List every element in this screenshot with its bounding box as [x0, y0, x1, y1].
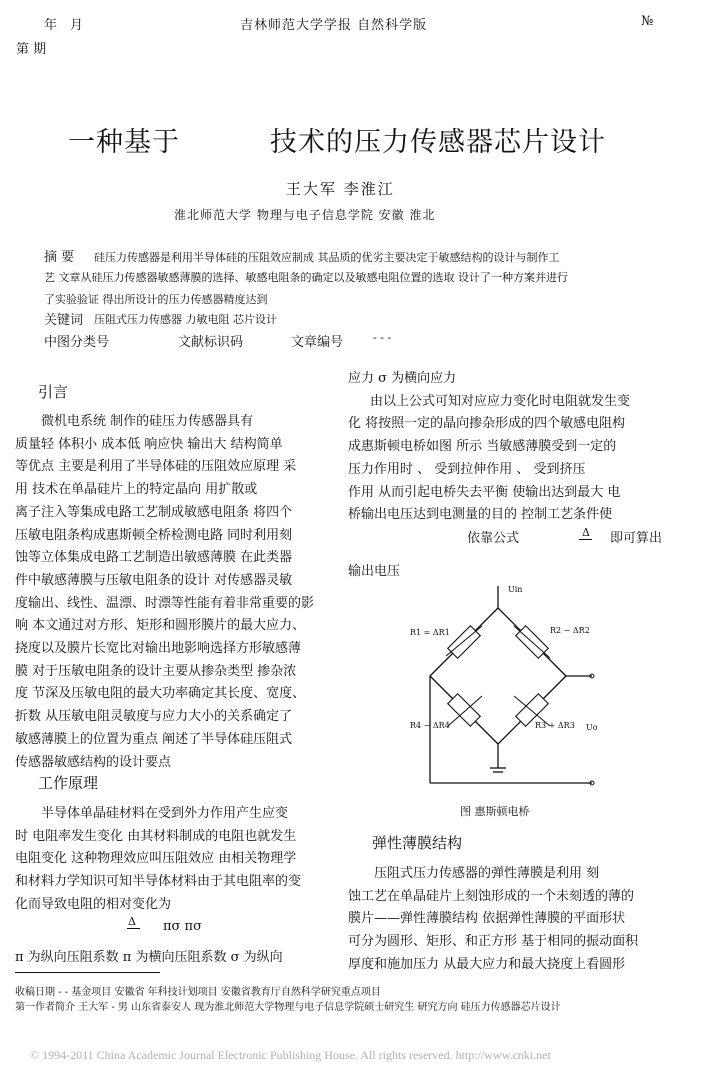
principle-line: 时 电阻率发生变化 由其材料制成的电阻也就发生: [15, 828, 297, 844]
authors: 王大军 李淮江: [286, 180, 395, 198]
membrane-heading: 弹性薄膜结构: [372, 834, 463, 852]
intro-line: 敏感薄膜上的位置为重点 阐述了半导体硅压阻式: [15, 731, 293, 747]
intro-line: 压敏电阻条构成惠斯顿全桥检测电路 同时利用刻: [15, 527, 293, 543]
intro-line: 用 技术在单晶硅片上的特定晶向 用扩散或: [15, 482, 258, 498]
intro-line: 度输出、线性、温漂、时漂等性能有着非常重要的影: [15, 595, 315, 611]
intro-line: 挠度以及膜片长宽比对输出地影响选择方形敏感薄: [15, 641, 302, 657]
journal-name: 吉林师范大学学报 自然科学版: [240, 18, 428, 33]
keywords-label: 关键词: [44, 313, 84, 328]
affiliation: 淮北师范大学 物理与电子信息学院 安徽 淮北: [174, 208, 436, 222]
intro-heading: 引言: [38, 383, 69, 401]
issue-label: 第 期: [16, 42, 47, 57]
principle-line: 和材料力学知识可知半导体材料由于其电阻率的变: [15, 874, 302, 890]
footnote-divider: [15, 972, 160, 973]
watermark: © 1994-2011 China Academic Journal Electronic Publishing House. All rights reserved. http://www.cnki.net: [30, 1048, 551, 1062]
formula-delta-left: Δ: [128, 915, 136, 928]
intro-text: [15, 411, 335, 774]
label-r1: R1 = ΔR1: [410, 628, 450, 637]
formula-explanation: π 为纵向压阻系数 π 为横向压阻系数 σ 为纵向: [15, 950, 283, 965]
intro-line: 度 节深及压敏电阻的最大功率确定其长度、宽度、: [15, 686, 306, 702]
right-line: 桥输出电压达到电测量的目的 控制工艺条件使: [348, 507, 613, 523]
abstract-line-2: 艺 文章从硅压力传感器敏感薄膜的选择、敏感电阻条的确定以及敏感电阻位置的选取 设计了一种方案并进行: [44, 271, 568, 284]
intro-line: 微机电系统 制作的硅压力传感器具有: [41, 414, 254, 429]
membrane-line: 膜片——弹性薄膜结构 依据弹性薄膜的平面形状: [348, 911, 626, 927]
keywords: 压阻式压力传感器 力敏电阻 芯片设计: [94, 313, 277, 326]
right-line: 由以上公式可知对应应力变化时电阻就发生变: [370, 393, 631, 409]
intro-line: 蚀等立体集成电路工艺制造出敏感薄膜 在此类器: [15, 550, 293, 566]
membrane-line: 厚度和施加压力 从最大应力和最大挠度上看圆形: [348, 956, 626, 972]
issue-number-label: №: [641, 14, 654, 29]
intro-line: 响 本文通过对方形、矩形和圆形膜片的最大应力、: [15, 618, 306, 634]
intro-line: 质量轻 体积小 成本低 响应快 输出大 结构简单: [15, 436, 283, 452]
figure-caption: 图 惠斯顿电桥: [460, 805, 530, 818]
principle-line: 半导体单晶硅材料在受到外力作用产生应变: [41, 806, 289, 821]
membrane-line: 蚀工艺在单晶硅片上刻蚀形成的一个未刻透的薄的: [348, 888, 635, 904]
title-part-1: 一种基于: [68, 127, 180, 158]
label-uo: Uo: [586, 723, 598, 732]
header-year: 年: [44, 18, 58, 33]
formula-fraction-bar-right: [579, 539, 592, 540]
label-r2: R2 − ΔR2: [550, 626, 590, 635]
right-line: 应力 σ 为横向应力: [348, 371, 457, 386]
intro-line: 等优点 主要是利用了半导体硅的压阻效应原理 采: [15, 459, 297, 475]
label-uin: Uin: [508, 585, 523, 594]
right-line: 化 将按照一定的晶向掺杂形成的四个敏感电阻构: [348, 416, 626, 432]
wheatstone-bridge-figure: [400, 578, 620, 798]
principle-line: 电阻变化 这种物理效应叫压阻效应 由相关物理学: [15, 851, 297, 867]
formula-fraction-bar: [127, 928, 140, 929]
principle-text: [15, 803, 335, 917]
intro-line: 折数 从压敏电阻灵敏度与应力大小的关系确定了: [15, 709, 293, 725]
footnote-line-2: 第一作者简介 王大军 - 男 山东省泰安人 现为淮北师范大学物理与电子信息学院硕士研究生 研究方向 硅压力传感器芯片设计: [15, 1002, 561, 1013]
footnote-line-1: 收稿日期 - - 基金项目 安徽省 年科技计划项目 安徽省教育厅自然科学研究重点项目: [15, 987, 381, 998]
membrane-line: 压阻式压力传感器的弹性薄膜是利用 刻: [374, 866, 600, 881]
intro-line: 离子注入等集成电路工艺制成敏感电阻条 将四个: [15, 504, 293, 520]
formula-delta-right: Δ: [582, 526, 590, 539]
principle-line: 化而导致电阻的相对变化为: [15, 896, 172, 912]
article-no-label: 文章编号: [291, 335, 344, 350]
intro-line: 膜 对于压敏电阻条的设计主要从掺杂类型 掺杂浓: [15, 663, 297, 679]
formula: πσ πσ: [163, 919, 202, 934]
abstract-label: 摘 要: [44, 250, 75, 265]
right-line: 成惠斯顿电桥如图 所示 当敏感薄膜受到一定的: [348, 439, 617, 455]
abstract-line-1: 硅压力传感器是利用半导体硅的压阻效应制成 其品质的优劣主要决定于敏感结构的设计与制作工: [94, 251, 560, 264]
clc-label: 中图分类号: [44, 335, 110, 350]
intro-line: 传感器敏感结构的设计要点: [15, 754, 172, 770]
title-part-2: 技术的压力传感器芯片设计: [270, 127, 606, 158]
output-line: 输出电压: [348, 564, 401, 579]
doc-code-label: 文献标识码: [178, 335, 244, 350]
label-r3: R3 + ΔR3: [535, 721, 575, 730]
principle-heading: 工作原理: [38, 774, 99, 792]
right-line: 压力作用时 、 受到拉伸作用 、 受到挤压: [348, 461, 586, 477]
label-r4: R4 − ΔR4: [410, 721, 450, 730]
abstract-line-3: 了实验验证 得出所设计的压力传感器精度达到: [44, 293, 268, 306]
formula-line: 依靠公式: [467, 531, 520, 546]
header-month: 月: [70, 18, 84, 33]
right-text-top: [348, 368, 670, 527]
intro-line: 件中敏感薄膜与压敏电阻条的设计 对传感器灵敏: [15, 572, 293, 588]
right-line: 作用 从而引起电桥失去平衡 使输出达到最大 电: [348, 484, 621, 500]
membrane-text: [348, 863, 670, 977]
membrane-line: 可分为圆形、矩形、和正方形 基于相同的振动面积: [348, 934, 639, 950]
formula-tail: 即可算出: [610, 531, 663, 546]
article-no-dashes: - - -: [373, 331, 392, 344]
